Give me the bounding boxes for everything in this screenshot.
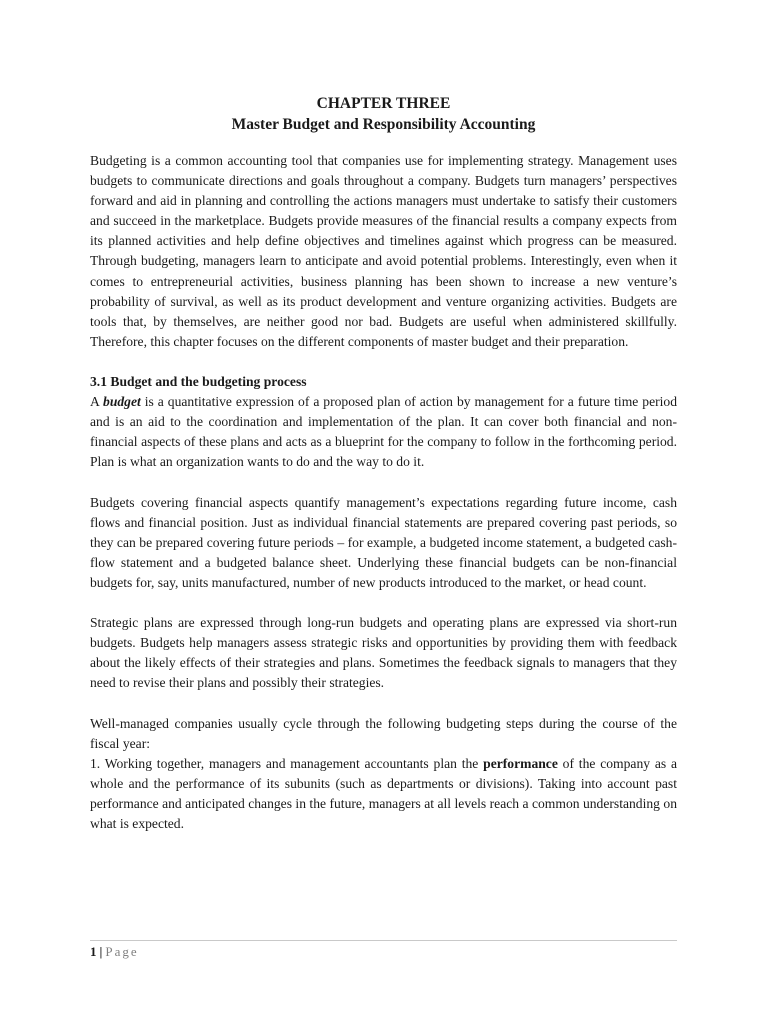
performance-term: performance — [483, 755, 558, 771]
section-heading: 3.1 Budget and the budgeting process — [90, 374, 307, 390]
financial-budgets-paragraph: Budgets covering financial aspects quantify management’s expectations regarding future income, cash flows and financial position. Just as individual financial statements are prepared covering past periods, so they can be prepared covering future periods – for example, a budgeted income statement, a budgeted cash-flow statement and a budgeted balance sheet. Underlying these financial budgets can be non-financial budgets for, say, units manufactured, number of new products introduced to the market, or head count. — [90, 494, 677, 590]
chapter-title: Master Budget and Responsibility Accounting — [231, 116, 536, 133]
strategic-plans-paragraph: Strategic plans are expressed through long-run budgets and operating plans are expressed via short-run budgets. Budgets help managers assess strategic risks and opportunities by providing them with feedback about the likely effects of their strategies and plans. Sometimes the feedback signals to managers that they need to revise their plans and possibly their strategies. — [90, 615, 677, 691]
definition-prefix: A — [90, 394, 104, 410]
footer-divider — [90, 940, 677, 941]
definition-text: is a quantitative expression of a proposed plan of action by management for a future time period and is an aid to the coordination and implementation of the plan. It can cover both financial and non-financial aspects of these plans and acts as a blueprint for the company to follow in the forthcoming period. Plan is what an organization wants to do and the way to do it. — [90, 394, 677, 470]
budget-definition-paragraph — [90, 392, 677, 472]
budget-cycle-paragraph: Well-managed companies usually cycle through the following budgeting steps during the course of the fiscal year: — [90, 715, 677, 751]
step-one-paragraph — [90, 754, 677, 834]
chapter-heading: CHAPTER THREE — [316, 95, 451, 112]
step-one-text: of the company as a whole and the performance of its subunits (such as departments or divisions). Taking into account past performance and anticipated changes in the future, managers at all levels reach a common understanding on what is expected. — [90, 755, 678, 832]
budget-term: budget — [103, 394, 141, 410]
page-footer — [90, 943, 139, 961]
page-label: Page — [105, 944, 139, 959]
page-number: 1 — [90, 944, 97, 959]
page-content — [90, 94, 677, 834]
footer-separator: | — [99, 944, 103, 959]
intro-paragraph: Budgeting is a common accounting tool that companies use for implementing strategy. Management uses budgets to communicate directions and goals throughout a company. Budgets turn managers’ perspectives forward and aid in planning and controlling the actions managers must undertake to satisfy their customers and succeed in the marketplace. Budgets provide measures of the financial results a company expects from its planned activities and help define objectives and timelines against which progress can be measured. Through budgeting, managers learn to anticipate and avoid potential problems. Interestingly, even when it comes to entrepreneurial activities, business planning has been shown to increase a new venture’s probability of survival, as well as its product development and venture organizing activities. Budgets are tools that, by themselves, are neither good nor bad. Budgets are useful when administered skillfully. Therefore, this chapter focuses on the different components of master budget and their preparation. — [90, 153, 677, 349]
step-one-prefix: 1. Working together, managers and management accountants plan the — [90, 755, 484, 771]
